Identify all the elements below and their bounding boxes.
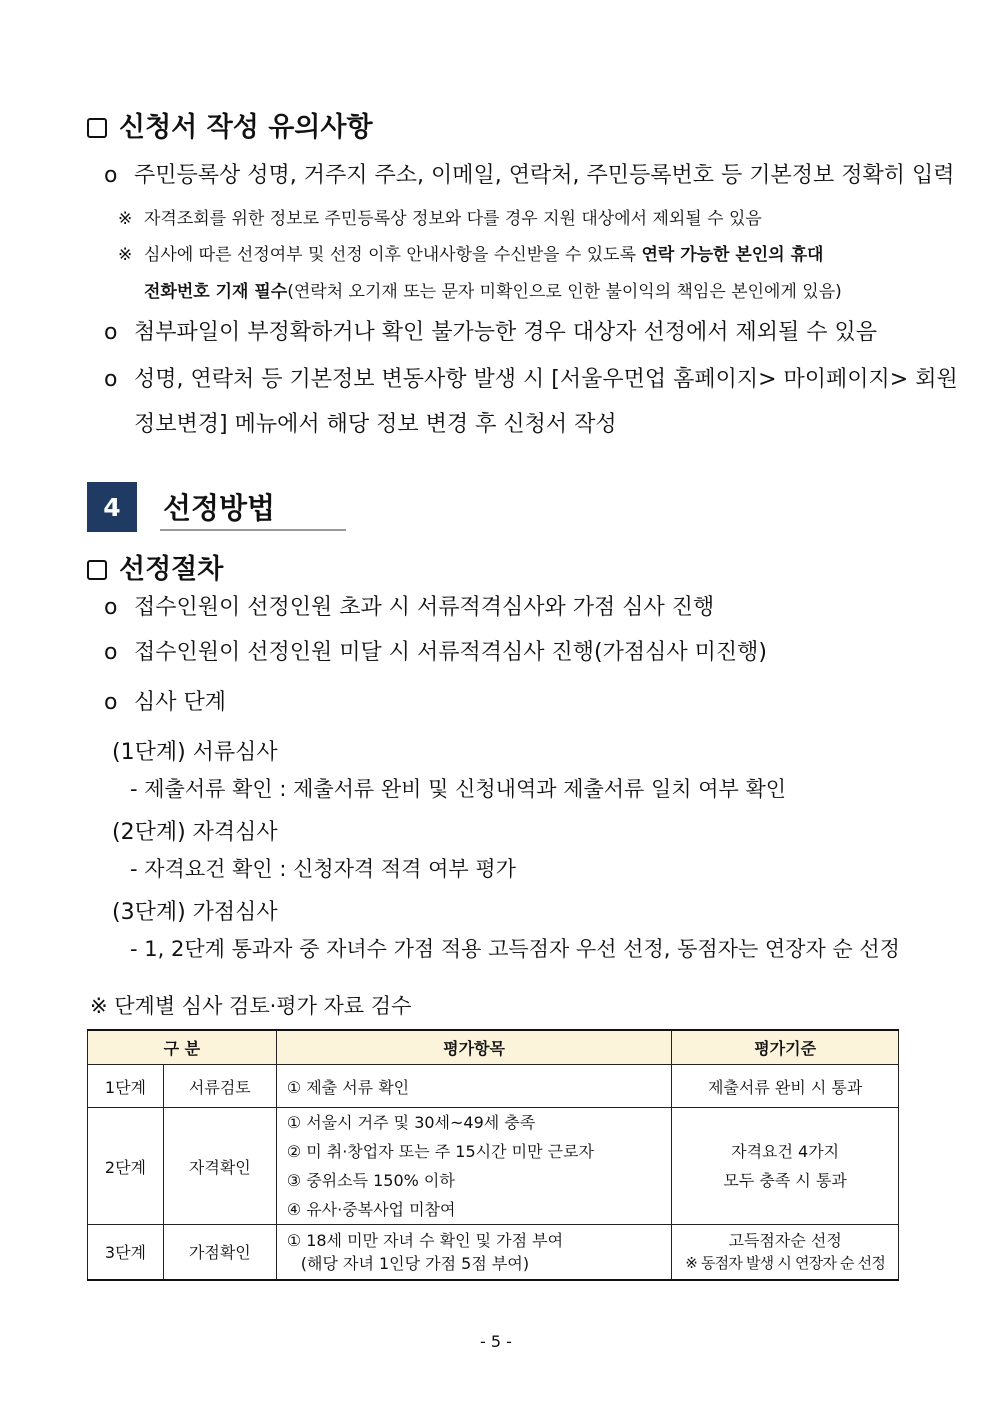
item-line: ③ 중위소득 150% 이하 <box>286 1171 455 1190</box>
stage-cell: 3단계 <box>88 1225 164 1280</box>
bullet-item: o 주민등록상 성명, 거주지 주소, 이메일, 연락처, 주민등록번호 등 기본정보 정확히 입력 <box>104 163 955 188</box>
bullet-item-continued: 정보변경] 메뉴에서 해당 정보 변경 후 신청서 작성 <box>134 412 617 437</box>
item-cell <box>276 1225 672 1280</box>
criteria-line: 모두 충족 시 통과 <box>723 1171 847 1190</box>
stage-3-heading: (3단계) 가점심사 <box>112 900 278 925</box>
note-item: ※ 심사에 따른 선정여부 및 선정 이후 안내사항을 수신받을 수 있도록 연락 가능한 본인의 휴대 <box>118 245 824 265</box>
item-cell <box>276 1108 672 1225</box>
item-line: (해당 자녀 1인당 가점 5점 부여) <box>300 1253 530 1273</box>
bullet-item: o 접수인원이 선정인원 초과 시 서류적격심사와 가점 심사 진행 <box>104 595 715 620</box>
note-item: ※ 자격조회를 위한 정보로 주민등록상 정보와 다를 경우 지원 대상에서 제외될 수 있음 <box>118 209 762 229</box>
note-item-continued: 전화번호 기재 필수(연락처 오기재 또는 문자 미확인으로 인한 불이익의 책임은 본인에게 있음) <box>144 282 842 302</box>
table-header-row <box>88 1030 899 1065</box>
stage-2-heading: (2단계) 자격심사 <box>112 820 278 845</box>
type-cell: 서류검토 <box>163 1065 276 1108</box>
stage-cell: 2단계 <box>88 1108 164 1225</box>
bullet-item: o 심사 단계 <box>104 690 227 715</box>
item-line: ④ 유사·중복사업 미참여 <box>286 1200 456 1219</box>
table-row <box>88 1065 899 1108</box>
criteria-cell: 제출서류 완비 시 통과 <box>672 1065 899 1108</box>
stage-3-detail: - 1, 2단계 통과자 중 자녀수 가점 적용 고득점자 우선 선정, 동점자는 연장자 순 선정 <box>130 937 900 961</box>
table-row <box>88 1225 899 1280</box>
item-line: ② 미 취·창업자 또는 주 15시간 미만 근로자 <box>286 1142 594 1161</box>
checkbox-square-icon <box>87 560 107 580</box>
criteria-line: 자격요건 4가지 <box>731 1142 840 1161</box>
criteria-cell <box>672 1108 899 1225</box>
criteria-line: 고득점자순 선정 <box>728 1230 842 1250</box>
criteria-line: ※ 동점자 발생 시 연장자 순 선정 <box>685 1253 886 1272</box>
procedure-title: 선정절차 <box>87 547 223 586</box>
section-title: 선정방법 <box>163 491 276 525</box>
table-row <box>88 1108 899 1225</box>
bullet-item: o 성명, 연락처 등 기본정보 변동사항 발생 시 [서울우먼업 홈페이지> 마이페이지> 회원 <box>104 367 958 392</box>
header-criteria: 평가기준 <box>672 1030 899 1065</box>
section-number-badge: 4 <box>87 482 137 532</box>
checkbox-square-icon <box>87 118 107 138</box>
item-line: ① 18세 미만 자녀 수 확인 및 가점 부여 <box>286 1230 564 1250</box>
stage-cell: 1단계 <box>88 1065 164 1108</box>
stage-2-detail: - 자격요건 확인 : 신청자격 적격 여부 평가 <box>130 857 516 881</box>
item-cell: ① 제출 서류 확인 <box>276 1065 672 1108</box>
notes-section-title: 신청서 작성 유의사항 <box>87 105 373 144</box>
evaluation-table <box>87 1029 899 1281</box>
table-title: ※ 단계별 심사 검토·평가 자료 검수 <box>90 994 412 1018</box>
criteria-cell <box>672 1225 899 1280</box>
bullet-item: o 접수인원이 선정인원 미달 시 서류적격심사 진행(가점심사 미진행) <box>104 640 767 665</box>
page-number: - 5 - <box>480 1332 512 1351</box>
header-category: 구 분 <box>88 1030 277 1065</box>
type-cell: 가점확인 <box>163 1225 276 1280</box>
stage-1-heading: (1단계) 서류심사 <box>112 740 278 765</box>
section-title-underline <box>160 529 346 531</box>
type-cell: 자격확인 <box>163 1108 276 1225</box>
header-item: 평가항목 <box>276 1030 672 1065</box>
stage-1-detail: - 제출서류 확인 : 제출서류 완비 및 신청내역과 제출서류 일치 여부 확인 <box>130 777 787 801</box>
item-line: ① 서울시 거주 및 30세~49세 충족 <box>286 1113 536 1132</box>
bullet-item: o 첨부파일이 부정확하거나 확인 불가능한 경우 대상자 선정에서 제외될 수 있음 <box>104 320 878 345</box>
